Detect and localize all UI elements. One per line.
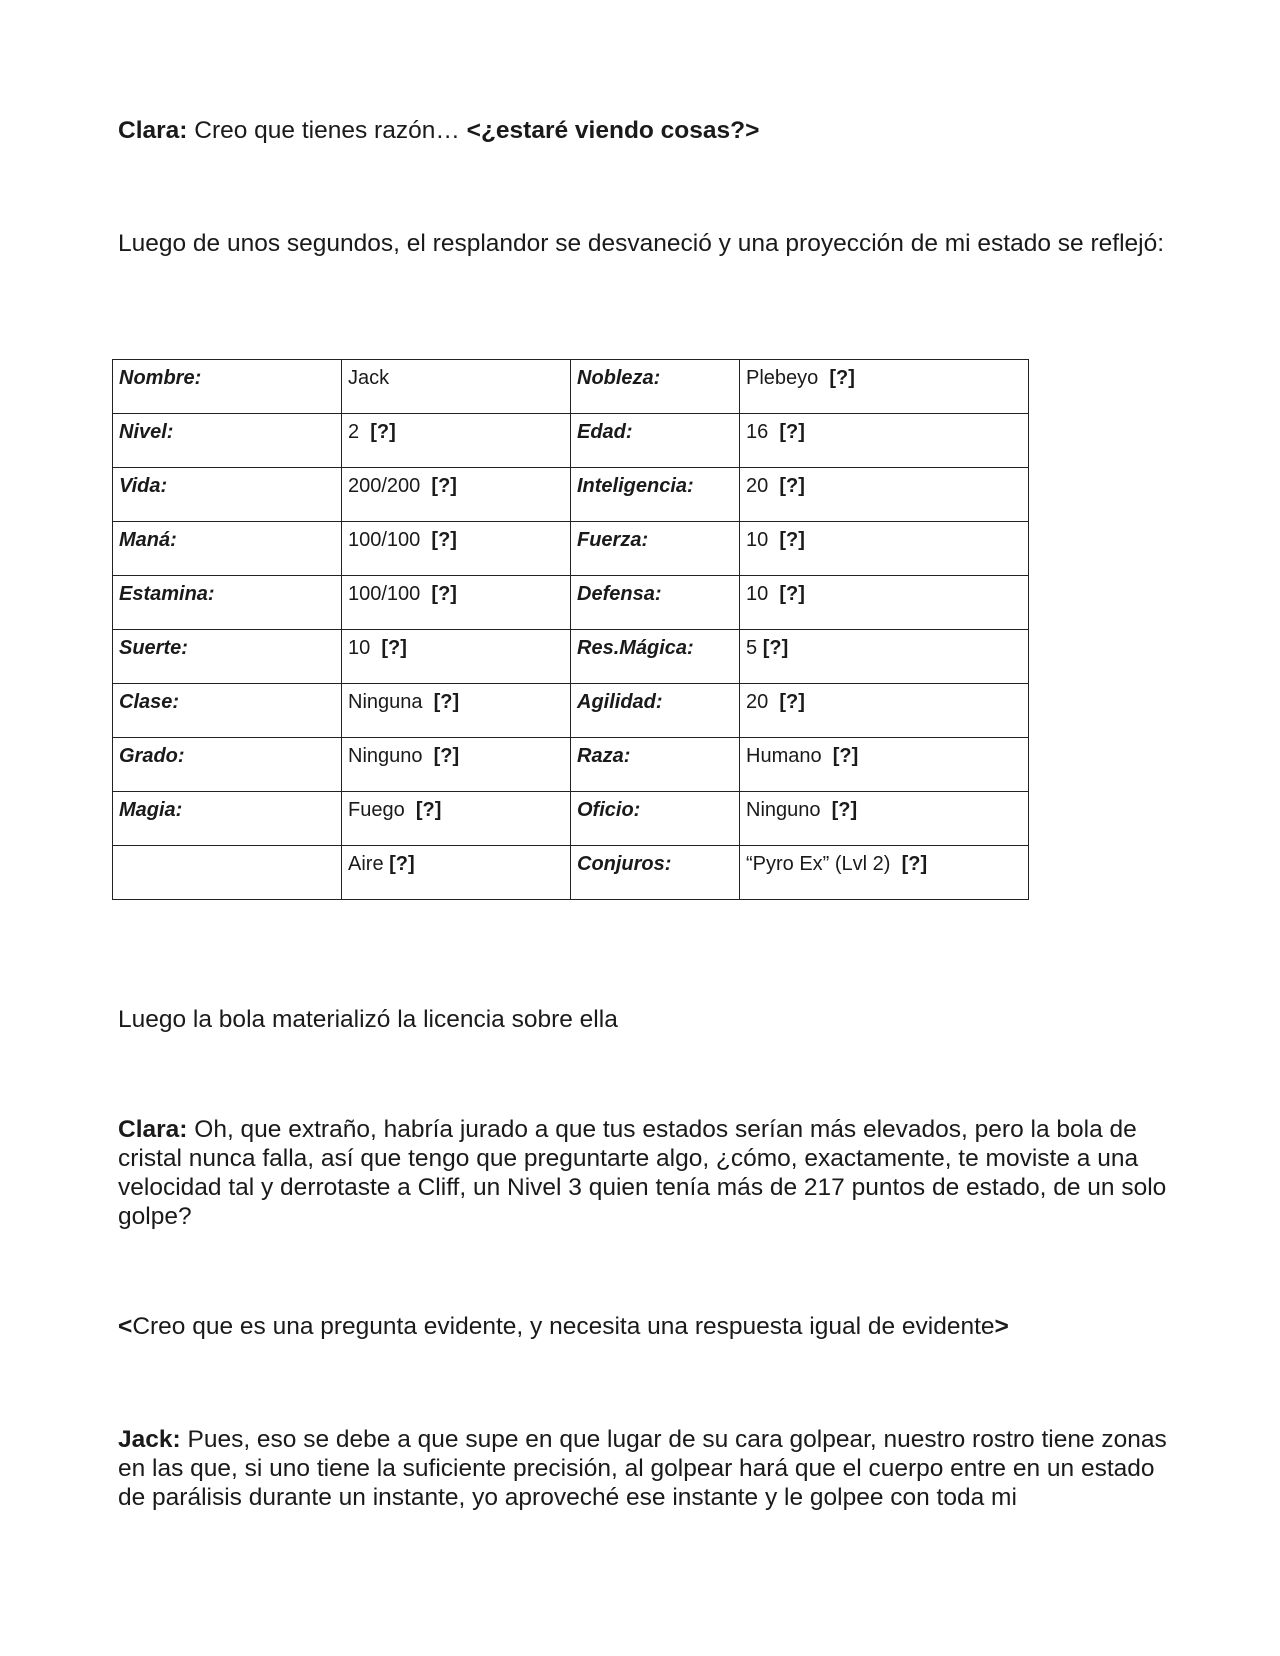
info-marker: [?]: [370, 421, 396, 443]
info-marker: [?]: [779, 421, 805, 443]
table-cell: [113, 414, 342, 468]
table-cell: [571, 738, 740, 792]
stat-label: Estamina:: [119, 583, 215, 605]
table-row: [113, 630, 1029, 684]
info-marker: [?]: [381, 637, 407, 659]
table-cell: [113, 792, 342, 846]
table-row: [113, 360, 1029, 414]
info-marker: [?]: [779, 583, 805, 605]
table-cell: [571, 576, 740, 630]
stat-value: 10: [746, 529, 780, 551]
info-marker: [?]: [901, 853, 928, 875]
info-marker: [?]: [779, 529, 805, 551]
table-cell: [571, 846, 740, 900]
dialogue-text: Oh, que extraño, habría jurado a que tus estados serían más elevados, pero la bola de cristal nunca falla, así que tengo que preguntarte algo, ¿cómo, exactamente, te moviste a una velocidad tal y derrotaste a Cliff, un Nivel 3 quien tenía más de 217 puntos de estado, de un solo golpe?: [118, 1116, 1167, 1230]
table-row: [113, 576, 1029, 630]
table-cell: [113, 684, 342, 738]
stat-value: 100/100: [348, 583, 432, 605]
stat-value: 5: [746, 637, 763, 659]
info-marker: [?]: [431, 529, 457, 551]
table-cell: [342, 846, 571, 900]
thought-close: >: [994, 1313, 1009, 1340]
stat-value: 100/100: [348, 529, 432, 551]
info-marker: [?]: [389, 853, 415, 875]
stat-label: Oficio:: [577, 799, 641, 821]
stat-value: 20: [746, 475, 780, 497]
speaker-name: Clara:: [118, 1116, 188, 1143]
speaker-name: Jack:: [118, 1426, 181, 1453]
stat-value: Jack: [348, 367, 390, 389]
stat-value: 10: [348, 637, 382, 659]
stat-value: 2: [348, 421, 371, 443]
table-cell: [113, 846, 342, 900]
table-cell: [342, 522, 571, 576]
table-cell: [740, 630, 1029, 684]
speaker-name: Clara:: [118, 117, 188, 144]
stat-label: Suerte:: [119, 637, 188, 659]
inner-thought-paragraph: [118, 1312, 1168, 1341]
stat-label: Nombre:: [119, 367, 202, 389]
table-cell: [571, 414, 740, 468]
table-cell: [571, 792, 740, 846]
stat-value: Ninguna: [348, 691, 434, 713]
stat-value: Fuego: [348, 799, 416, 821]
info-marker: [?]: [779, 691, 805, 713]
table-cell: [342, 630, 571, 684]
narration-text: Luego de unos segundos, el resplandor se desvaneció y una proyección de mi estado se reflejó:: [118, 230, 1165, 257]
stat-label: Clase:: [119, 691, 180, 713]
dialogue-text: Pues, eso se debe a que supe en que lugar de su cara golpear, nuestro rostro tiene zonas en las que, si uno tiene la suficiente precisión, al golpear hará que el cuerpo entre en un estado de parálisis durante un instante, yo aproveché ese instante y le golpee con toda mi: [118, 1426, 1167, 1511]
table-cell: [740, 522, 1029, 576]
table-cell: [342, 792, 571, 846]
table-cell: [342, 738, 571, 792]
stat-label: Edad:: [577, 421, 633, 443]
stat-label: Nobleza:: [577, 367, 661, 389]
info-marker: [?]: [779, 475, 805, 497]
stat-label: Inteligencia:: [577, 475, 694, 497]
stat-value: Aire: [348, 853, 390, 875]
stat-value: Plebeyo: [746, 367, 830, 389]
stat-label: Vida:: [119, 475, 168, 497]
table-cell: [342, 576, 571, 630]
table-row: [113, 414, 1029, 468]
stat-label: Maná:: [119, 529, 177, 551]
table-row: [113, 846, 1029, 900]
table-cell: [571, 684, 740, 738]
stat-label: Fuerza:: [577, 529, 649, 551]
inner-thought: <¿estaré viendo cosas?>: [466, 117, 760, 144]
info-marker: [?]: [431, 475, 457, 497]
table-row: [113, 738, 1029, 792]
table-cell: [740, 576, 1029, 630]
stat-label: Grado:: [119, 745, 185, 767]
table-cell: [571, 522, 740, 576]
info-marker: [?]: [431, 583, 457, 605]
stat-value: “Pyro Ex” (Lvl 2): [746, 853, 902, 875]
table-cell: [740, 738, 1029, 792]
table-cell: [113, 522, 342, 576]
table-row: [113, 792, 1029, 846]
table-cell: [571, 360, 740, 414]
stat-label: Defensa:: [577, 583, 662, 605]
dialogue-text: Creo que tienes razón…: [187, 117, 467, 144]
dialogue-clara-1: [118, 116, 1168, 145]
thought-open: <: [118, 1313, 133, 1340]
info-marker: [?]: [762, 637, 789, 659]
stat-value: Humano: [746, 745, 833, 767]
info-marker: [?]: [829, 367, 855, 389]
stat-label: Magia:: [119, 799, 183, 821]
stat-value: Ninguno: [746, 799, 832, 821]
table-cell: [113, 360, 342, 414]
stat-label: Nivel:: [119, 421, 174, 443]
table-cell: [740, 792, 1029, 846]
table-cell: [571, 630, 740, 684]
table-cell: [740, 360, 1029, 414]
dialogue-jack: [118, 1425, 1168, 1512]
stat-value: Ninguno: [348, 745, 434, 767]
dialogue-clara-2: [118, 1115, 1168, 1231]
table-row: [113, 684, 1029, 738]
table-cell: [571, 468, 740, 522]
info-marker: [?]: [832, 745, 859, 767]
stat-value: 20: [746, 691, 780, 713]
table-row: [113, 468, 1029, 522]
table-cell: [740, 684, 1029, 738]
info-marker: [?]: [433, 691, 460, 713]
table-cell: [113, 738, 342, 792]
stat-label: Agilidad:: [577, 691, 663, 713]
narration-text: Luego la bola materializó la licencia sobre ella: [118, 1006, 618, 1033]
narration-1: [118, 229, 1168, 258]
table-cell: [342, 414, 571, 468]
thought-text: Creo que es una pregunta evidente, y necesita una respuesta igual de evidente: [132, 1313, 995, 1340]
info-marker: [?]: [831, 799, 858, 821]
table-cell: [740, 846, 1029, 900]
table-cell: [342, 360, 571, 414]
narration-2: [118, 1005, 1168, 1034]
table-row: [113, 522, 1029, 576]
stat-label: Res.Mágica:: [577, 637, 694, 659]
table-cell: [740, 468, 1029, 522]
info-marker: [?]: [433, 745, 460, 767]
table-cell: [342, 684, 571, 738]
table-cell: [113, 630, 342, 684]
stat-value: 16: [746, 421, 780, 443]
stat-label: Raza:: [577, 745, 631, 767]
stat-value: 10: [746, 583, 780, 605]
table-cell: [342, 468, 571, 522]
stat-value: 200/200: [348, 475, 432, 497]
stat-label: Conjuros:: [577, 853, 672, 875]
table-cell: [113, 576, 342, 630]
table-cell: [740, 414, 1029, 468]
table-cell: [113, 468, 342, 522]
status-table: [112, 359, 1029, 900]
info-marker: [?]: [415, 799, 442, 821]
